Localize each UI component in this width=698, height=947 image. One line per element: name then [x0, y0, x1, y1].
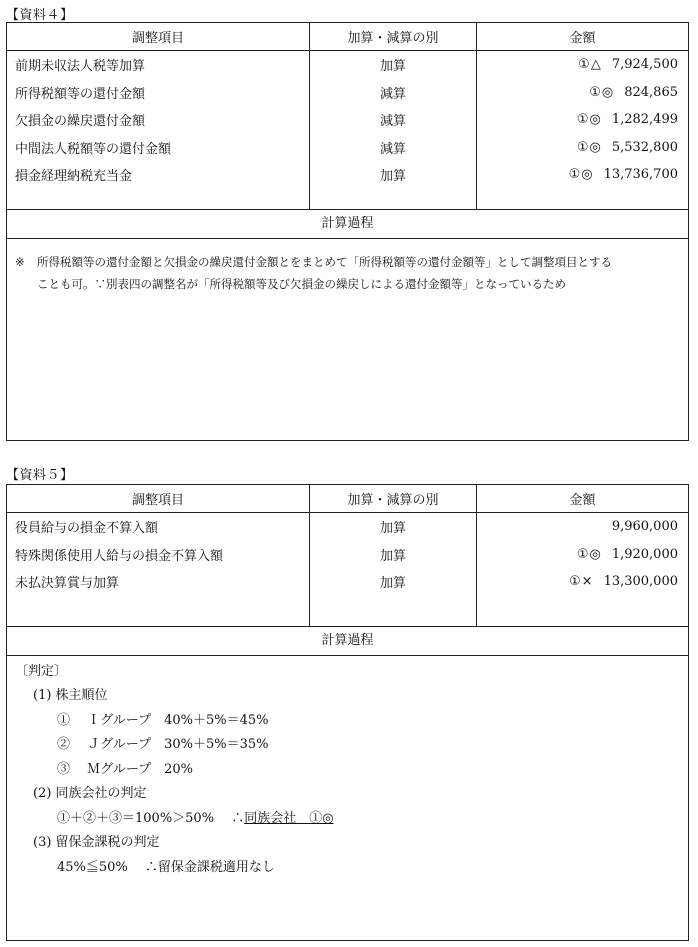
empty-row	[7, 596, 688, 626]
amount-value: 1,920,000	[611, 546, 678, 562]
amount-cell	[477, 161, 689, 189]
ranking-line: ③ Ｍグループ 20%	[57, 761, 193, 777]
amount-cell	[477, 541, 689, 569]
amount-value: 5,532,800	[611, 139, 678, 155]
note-line: ことも可。∵別表四の調整名が「所得税額等及び欠損金の繰戻しによる還付金額等」となっているため	[37, 276, 566, 291]
process-label: 計算過程	[7, 209, 688, 239]
item-cell: 未払決算賞与加算	[7, 568, 310, 596]
table-row	[7, 161, 688, 189]
amount-value: 1,282,499	[611, 112, 678, 128]
amount-value: 9,960,000	[611, 519, 678, 535]
grade-mark: ①◎	[589, 84, 615, 100]
material5-box	[6, 484, 689, 941]
table-row	[7, 513, 688, 541]
header-amount: 金額	[477, 23, 689, 51]
amount-value: 824,865	[624, 84, 678, 100]
type-cell: 減算	[310, 134, 477, 162]
table-row	[7, 541, 688, 569]
process-label: 計算過程	[7, 626, 688, 656]
section-title: (2) 同族会社の判定	[33, 786, 147, 801]
note-block	[7, 239, 688, 295]
grade-mark: ①×	[569, 574, 594, 590]
item-cell: 前期未収法人税等加算	[7, 51, 310, 79]
ranking-line: ② Ｊグループ 30%＋5%＝35%	[57, 737, 269, 752]
judgement-heading: 〔判定〕	[15, 663, 68, 679]
header-amount: 金額	[477, 485, 689, 513]
grade-mark: ①◎	[576, 139, 602, 155]
calc-text: ①＋②＋③＝100%＞50% ∴	[57, 810, 245, 826]
amount-cell	[477, 513, 689, 541]
grade-mark: ①◎	[568, 167, 594, 183]
amount-cell	[477, 51, 689, 79]
item-cell: 所得税額等の還付金額	[7, 79, 310, 107]
family-company-calc	[15, 807, 688, 832]
header-type: 加算・減算の別	[310, 485, 477, 513]
ranking-line: ① Ｉグループ 40%＋5%＝45%	[57, 712, 269, 728]
material4-box	[6, 22, 689, 441]
grade-mark: ①◎	[576, 546, 602, 562]
amount-value: 13,300,000	[603, 574, 678, 590]
type-cell: 加算	[310, 541, 477, 569]
calc-result: 同族会社 ①◎	[244, 810, 334, 826]
table-row	[7, 568, 688, 596]
type-cell: 加算	[310, 568, 477, 596]
header-type: 加算・減算の別	[310, 23, 477, 51]
item-cell: 欠損金の繰戻還付金額	[7, 106, 310, 134]
empty-row	[7, 189, 688, 209]
grade-mark: ①◎	[576, 112, 602, 128]
type-cell: 減算	[310, 79, 477, 107]
section-title: (3) 留保金課税の判定	[33, 835, 160, 850]
type-cell: 加算	[310, 161, 477, 189]
amount-cell	[477, 568, 689, 596]
item-cell: 特殊関係使用人給与の損金不算入額	[7, 541, 310, 569]
type-cell: 加算	[310, 51, 477, 79]
header-item: 調整項目	[7, 23, 310, 51]
retention-tax-calc: 45%≦50% ∴留保金課税適用なし	[57, 859, 275, 875]
note-text: 所得税額等の還付金額と欠損金の繰戻還付金額とをまとめて「所得税額等の還付金額等」として調整項目とする	[37, 254, 612, 269]
material5-title: 【資料５】	[6, 468, 74, 483]
header-item: 調整項目	[7, 485, 310, 513]
amount-cell	[477, 79, 689, 107]
material4-title: 【資料４】	[6, 8, 74, 23]
table-row	[7, 51, 688, 79]
section-title: (1) 株主順位	[33, 688, 108, 703]
item-cell: 中間法人税額等の還付金額	[7, 134, 310, 162]
process-block	[7, 656, 688, 881]
item-cell: 役員給与の損金不算入額	[7, 513, 310, 541]
amount-value: 7,924,500	[611, 57, 678, 73]
note-marker: ※	[15, 254, 25, 269]
note-line	[15, 251, 680, 273]
material5-table	[7, 485, 688, 626]
type-cell: 減算	[310, 106, 477, 134]
amount-cell	[477, 106, 689, 134]
amount-cell	[477, 134, 689, 162]
table-row	[7, 106, 688, 134]
type-cell: 加算	[310, 513, 477, 541]
table-row	[7, 79, 688, 107]
table-row	[7, 134, 688, 162]
material4-table	[7, 23, 688, 209]
grade-mark: ①△	[578, 57, 602, 73]
amount-value: 13,736,700	[603, 167, 678, 183]
item-cell: 損金経理納税充当金	[7, 161, 310, 189]
